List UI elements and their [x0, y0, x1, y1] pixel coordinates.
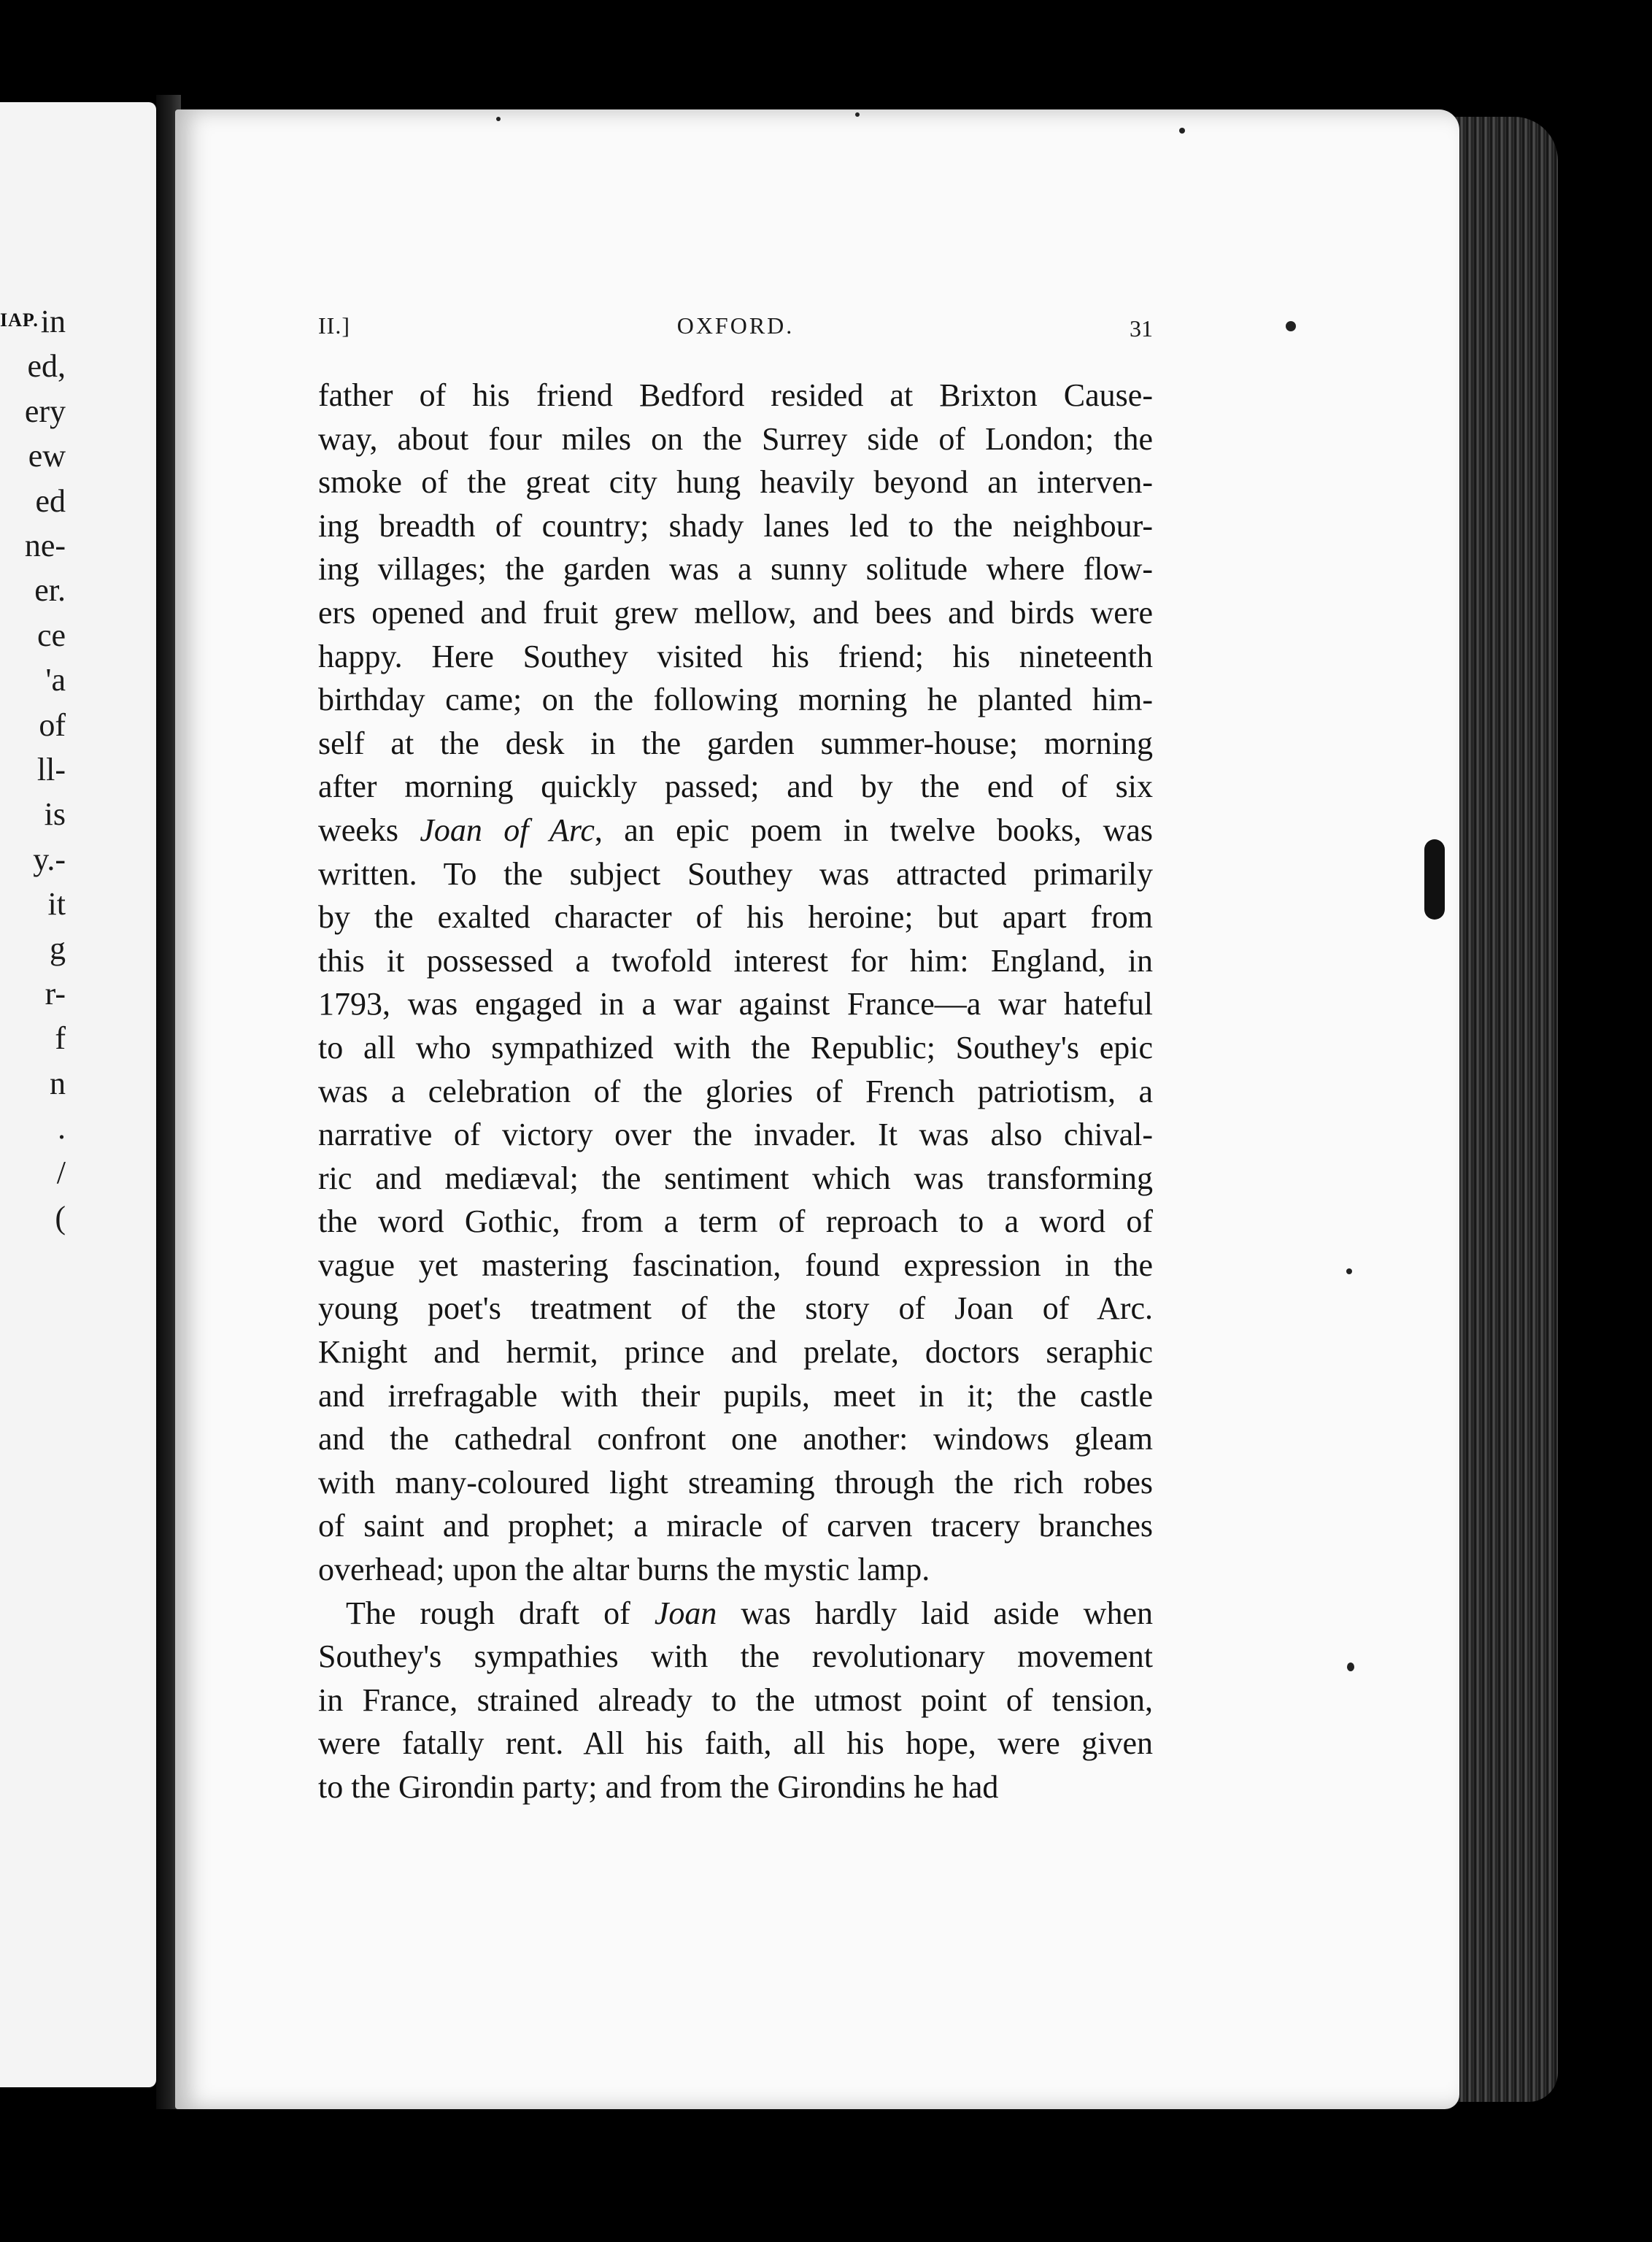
left-line-fragment: in	[40, 304, 66, 339]
text-line: and irrefragable with their pupils, meet in it; the castle	[318, 1377, 1153, 1414]
left-line-fragment: it	[47, 886, 66, 922]
text-line: self at the desk in the garden summer-house; morning	[318, 725, 1153, 761]
text-line: and the cathedral confront one another: windows gleam	[318, 1421, 1153, 1457]
left-line-fragment: .	[58, 1110, 66, 1147]
page-number: 31	[1130, 315, 1153, 342]
text-line: father of his friend Bedford resided at Brixton Cause-	[318, 377, 1153, 413]
text-line: vague yet mastering fascination, found expression in the	[318, 1247, 1153, 1283]
text-line: was a celebration of the glories of French patriotism, a	[318, 1073, 1153, 1109]
text-line: smoke of the great city hung heavily beyond an interven-	[318, 464, 1153, 501]
text-line: Knight and hermit, prince and prelate, doctors seraphic	[318, 1334, 1153, 1371]
running-header	[318, 309, 1153, 347]
left-line-fragment: ed,	[27, 348, 66, 385]
text-line: with many-coloured light streaming through the rich robes	[318, 1464, 1153, 1501]
left-line-fragment: ew	[28, 438, 66, 474]
left-line-fragment: f	[55, 1020, 66, 1057]
text-line: of saint and prophet; a miracle of carven tracery branches	[318, 1508, 1153, 1544]
text-line: narrative of victory over the invader. It was also chival-	[318, 1117, 1153, 1153]
text-line: were fatally rent. All his faith, all his hope, were given	[318, 1725, 1153, 1762]
left-line-fragment: er.	[34, 572, 66, 609]
text-line: Southey's sympathies with the revolutionary movement	[318, 1638, 1153, 1675]
left-page-header-fragment: IAP.	[0, 309, 39, 331]
text-line: ric and mediæval; the sentiment which was transforming	[318, 1160, 1153, 1196]
text-line: to all who sympathized with the Republic; Southey's epic	[318, 1029, 1153, 1066]
edge-blot	[1424, 839, 1445, 920]
left-line-fragment: n	[50, 1065, 66, 1101]
text-line: The rough draft of Joan was hardly laid aside when	[346, 1595, 1153, 1631]
left-line-fragment: is	[44, 796, 66, 833]
text-line: after morning quickly passed; and by the end of six	[318, 768, 1153, 805]
left-line-fragment: g	[50, 931, 66, 967]
left-line-fragment: ce	[36, 617, 66, 653]
text-line: ing villages; the garden was a sunny solitude where flow-	[318, 551, 1153, 588]
text-line: written. To the subject Southey was attracted primarily	[318, 855, 1153, 892]
text-line: by the exalted character of his heroine; but apart from	[318, 899, 1153, 936]
left-line-fragment: r-	[45, 975, 66, 1012]
text-line: to the Girondin party; and from the Girondins he had	[318, 1769, 999, 1805]
left-page-line-fragments	[0, 299, 66, 1240]
left-line-fragment: ed	[35, 482, 66, 519]
left-line-fragment: ne-	[24, 527, 66, 563]
left-line-fragment: 'a	[45, 662, 66, 698]
left-line-fragment: /	[56, 1155, 66, 1191]
text-line: the word Gothic, from a term of reproach to a word of	[318, 1203, 1153, 1240]
left-line-fragment: y.-	[33, 841, 66, 877]
book-page-edges	[1448, 117, 1558, 2102]
running-title: OXFORD.	[676, 312, 795, 339]
left-line-fragment: (	[55, 1199, 66, 1236]
left-line-fragment: ll-	[36, 751, 66, 787]
body-text	[318, 374, 1153, 1809]
text-line: this it possessed a twofold interest for him: England, in	[318, 942, 1153, 979]
text-line: 1793, was engaged in a war against France—a war hateful	[318, 986, 1153, 1022]
text-line: ing breadth of country; shady lanes led to the neighbour-	[318, 507, 1153, 544]
text-line: birthday came; on the following morning he planted him-	[318, 682, 1153, 718]
text-line: happy. Here Southey visited his friend; his nineteenth	[318, 638, 1153, 674]
text-line: overhead; upon the altar burns the mystic lamp.	[318, 1552, 930, 1588]
text-line: way, about four miles on the Surrey side of London; the	[318, 420, 1153, 457]
text-line: ers opened and fruit grew mellow, and bees and birds were	[318, 594, 1153, 631]
left-line-fragment: ery	[24, 393, 66, 429]
text-line: young poet's treatment of the story of Joan of Arc.	[318, 1290, 1153, 1327]
chapter-marker: II.]	[318, 312, 350, 339]
text-line: weeks Joan of Arc, an epic poem in twelve books, was	[318, 812, 1153, 848]
text-line: in France, strained already to the utmost point of tension,	[318, 1682, 1153, 1718]
left-line-fragment: of	[39, 706, 66, 743]
